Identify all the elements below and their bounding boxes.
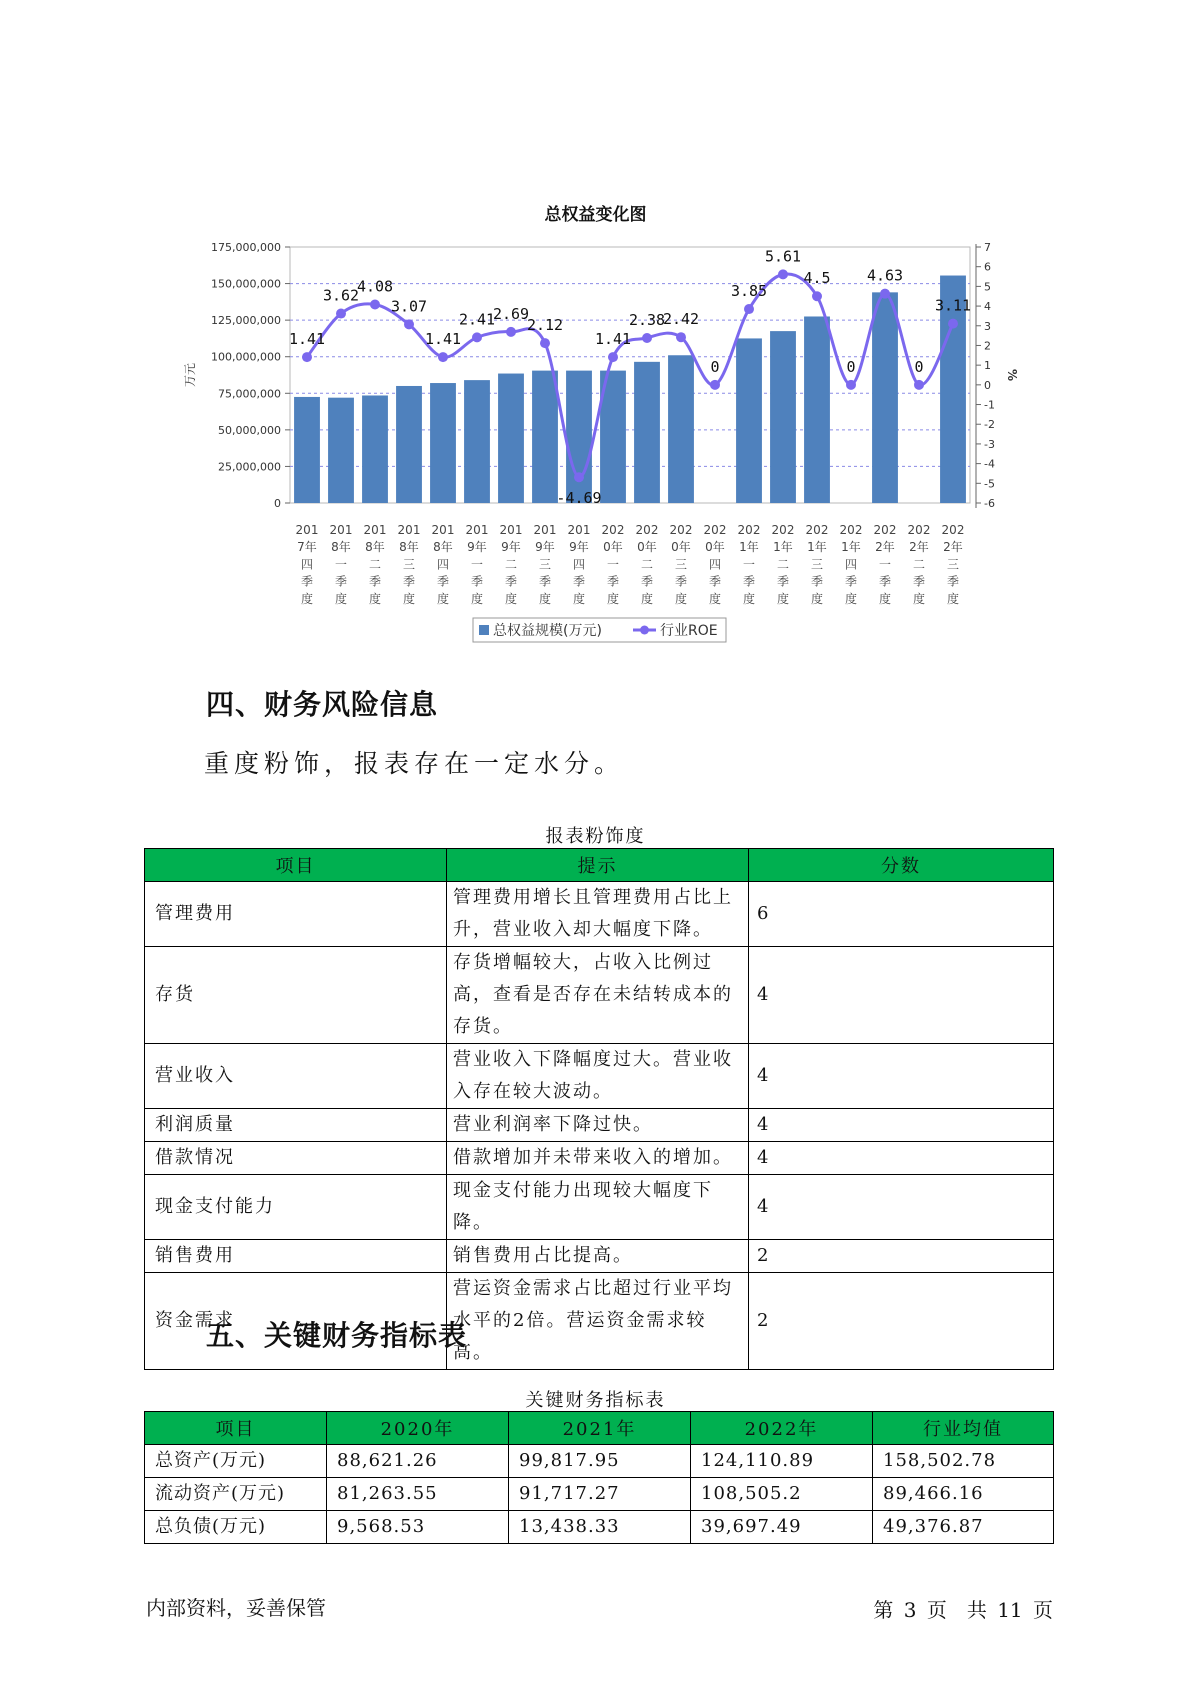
x-tick-label: 1年 bbox=[739, 540, 759, 555]
x-tick-label: 三 bbox=[402, 557, 416, 572]
bar bbox=[328, 398, 354, 503]
cell-2020: 88,621.26 bbox=[327, 1445, 509, 1478]
x-tick-label: 四 bbox=[436, 557, 450, 572]
bar bbox=[430, 383, 456, 503]
row-item: 现金支付能力 bbox=[145, 1175, 447, 1240]
x-tick-label: 202 bbox=[873, 523, 897, 537]
cell-industry-avg: 89,466.16 bbox=[873, 1478, 1054, 1511]
y-tick-label: 150,000,000 bbox=[211, 277, 281, 291]
roe-point bbox=[846, 380, 856, 390]
x-tick-label: 度 bbox=[538, 591, 552, 606]
roe-point bbox=[370, 300, 380, 310]
x-tick-label: 季 bbox=[674, 574, 688, 589]
y-tick-label: 175,000,000 bbox=[211, 241, 281, 254]
roe-data-label: -4.69 bbox=[556, 489, 602, 508]
x-tick-label: 度 bbox=[572, 591, 586, 606]
row-hint: 销售费用占比提高。 bbox=[447, 1240, 749, 1273]
x-tick-label: 度 bbox=[674, 591, 688, 606]
x-tick-label: 202 bbox=[805, 523, 829, 537]
cell-2022: 124,110.89 bbox=[691, 1445, 873, 1478]
x-tick-label: 一 bbox=[742, 557, 756, 572]
row-hint: 营业收入下降幅度过大。营业收入存在较大波动。 bbox=[447, 1044, 749, 1109]
x-tick-label: 三 bbox=[946, 557, 960, 572]
x-tick-label: 季 bbox=[402, 574, 416, 589]
bar bbox=[498, 374, 524, 503]
table-row bbox=[145, 1240, 1054, 1273]
roe-point bbox=[506, 327, 516, 337]
x-tick-label: 季 bbox=[810, 574, 824, 589]
y-tick-label: 100,000,000 bbox=[211, 350, 281, 364]
row-item: 存货 bbox=[145, 947, 447, 1044]
y2-tick-label: -1 bbox=[984, 398, 995, 412]
cell-2020: 81,263.55 bbox=[327, 1478, 509, 1511]
x-tick-label: 季 bbox=[538, 574, 552, 589]
roe-data-label: 3.07 bbox=[390, 297, 428, 316]
x-tick-label: 1年 bbox=[841, 540, 861, 555]
y2-tick-label: -4 bbox=[984, 457, 995, 471]
x-tick-label: 季 bbox=[368, 574, 382, 589]
roe-point bbox=[880, 289, 890, 299]
roe-data-label: 4.08 bbox=[356, 277, 394, 296]
x-tick-label: 四 bbox=[844, 557, 858, 572]
page-current: 3 bbox=[903, 1598, 917, 1622]
bar bbox=[566, 371, 592, 503]
roe-point bbox=[472, 332, 482, 342]
x-tick-label: 201 bbox=[329, 523, 353, 537]
header-industry-avg: 行业均值 bbox=[873, 1412, 1054, 1445]
x-tick-label: 201 bbox=[533, 523, 557, 537]
x-tick-label: 二 bbox=[640, 557, 654, 572]
legend-line-label: 行业ROE bbox=[660, 623, 718, 639]
roe-data-label: 3.85 bbox=[730, 282, 768, 301]
x-tick-label: 7年 bbox=[297, 540, 317, 555]
x-tick-label: 202 bbox=[703, 523, 727, 537]
x-tick-label: 201 bbox=[363, 523, 387, 537]
x-tick-label: 季 bbox=[300, 574, 314, 589]
roe-data-label: 4.5 bbox=[803, 269, 831, 288]
y2-tick-label: 7 bbox=[984, 241, 991, 254]
x-tick-label: 二 bbox=[504, 557, 518, 572]
x-tick-label: 季 bbox=[776, 574, 790, 589]
bar bbox=[872, 292, 898, 503]
x-tick-label: 2年 bbox=[943, 540, 963, 555]
row-item: 管理费用 bbox=[145, 882, 447, 947]
row-label: 流动资产(万元) bbox=[145, 1478, 327, 1511]
roe-point bbox=[710, 380, 720, 390]
roe-point bbox=[302, 352, 312, 362]
header-2022: 2022年 bbox=[691, 1412, 873, 1445]
roe-point bbox=[404, 319, 414, 329]
x-tick-label: 0年 bbox=[603, 540, 623, 555]
bar bbox=[634, 362, 660, 503]
roe-point bbox=[642, 333, 652, 343]
header-2021: 2021年 bbox=[509, 1412, 691, 1445]
x-tick-label: 季 bbox=[606, 574, 620, 589]
x-tick-label: 201 bbox=[295, 523, 319, 537]
table-row bbox=[145, 1142, 1054, 1175]
roe-data-label: 2.42 bbox=[662, 310, 700, 329]
x-tick-label: 度 bbox=[810, 591, 824, 606]
x-tick-label: 度 bbox=[436, 591, 450, 606]
row-score: 4 bbox=[749, 1044, 1054, 1109]
x-tick-label: 8年 bbox=[365, 540, 385, 555]
section4-paragraph: 重度粉饰，报表存在一定水分。 bbox=[204, 749, 625, 778]
x-tick-label: 201 bbox=[431, 523, 455, 537]
roe-point bbox=[914, 380, 924, 390]
x-tick-label: 9年 bbox=[501, 540, 521, 555]
x-tick-label: 季 bbox=[640, 574, 654, 589]
y2-axis-label: % bbox=[1005, 368, 1019, 382]
x-tick-label: 202 bbox=[839, 523, 863, 537]
x-tick-label: 202 bbox=[737, 523, 761, 537]
x-tick-label: 9年 bbox=[467, 540, 487, 555]
y-tick-label: 75,000,000 bbox=[218, 387, 281, 401]
y2-tick-label: 2 bbox=[984, 339, 991, 353]
x-tick-label: 季 bbox=[946, 574, 960, 589]
x-tick-label: 季 bbox=[436, 574, 450, 589]
roe-data-label: 1.41 bbox=[594, 330, 632, 349]
x-tick-label: 度 bbox=[946, 591, 960, 606]
table-row bbox=[145, 1175, 1054, 1240]
roe-point bbox=[744, 304, 754, 314]
bar bbox=[464, 380, 490, 503]
x-tick-label: 度 bbox=[470, 591, 484, 606]
x-tick-label: 度 bbox=[334, 591, 348, 606]
row-hint: 管理费用增长且管理费用占比上升，营业收入却大幅度下降。 bbox=[447, 882, 749, 947]
x-tick-label: 三 bbox=[674, 557, 688, 572]
y2-tick-label: 1 bbox=[984, 359, 991, 373]
whitewash-table-caption: 报表粉饰度 bbox=[545, 826, 646, 847]
legend-bar-label: 总权益规模(万元) bbox=[493, 623, 602, 639]
cell-2021: 91,717.27 bbox=[509, 1478, 691, 1511]
key-financial-table bbox=[144, 1411, 1054, 1544]
row-label: 总负债(万元) bbox=[145, 1511, 327, 1544]
row-hint: 营运资金需求占比超过行业平均水平的2倍。营运资金需求较高。 bbox=[447, 1273, 749, 1370]
cell-industry-avg: 158,502.78 bbox=[873, 1445, 1054, 1478]
y2-tick-label: 0 bbox=[984, 378, 991, 392]
chart-title: 总权益变化图 bbox=[544, 205, 647, 225]
x-tick-label: 0年 bbox=[671, 540, 691, 555]
roe-point bbox=[948, 319, 958, 329]
roe-data-label: 1.41 bbox=[424, 330, 462, 349]
x-tick-label: 二 bbox=[368, 557, 382, 572]
x-tick-label: 8年 bbox=[331, 540, 351, 555]
roe-point bbox=[540, 338, 550, 348]
y2-tick-label: -5 bbox=[984, 477, 995, 491]
row-score: 4 bbox=[749, 947, 1054, 1044]
cell-2021: 13,438.33 bbox=[509, 1511, 691, 1544]
row-score: 2 bbox=[749, 1273, 1054, 1370]
x-tick-label: 四 bbox=[300, 557, 314, 572]
roe-point bbox=[438, 352, 448, 362]
x-tick-label: 季 bbox=[334, 574, 348, 589]
x-tick-label: 季 bbox=[504, 574, 518, 589]
cell-industry-avg: 49,376.87 bbox=[873, 1511, 1054, 1544]
bar bbox=[362, 395, 388, 503]
bar bbox=[294, 397, 320, 503]
y2-tick-label: 5 bbox=[984, 280, 991, 294]
x-tick-label: 度 bbox=[640, 591, 654, 606]
y2-tick-label: 6 bbox=[984, 260, 991, 274]
legend-bar-swatch bbox=[479, 625, 489, 635]
y-tick-label: 0 bbox=[274, 497, 281, 510]
x-tick-label: 度 bbox=[402, 591, 416, 606]
y2-tick-label: -6 bbox=[984, 497, 995, 510]
bar bbox=[396, 386, 422, 503]
x-tick-label: 季 bbox=[912, 574, 926, 589]
roe-point bbox=[336, 309, 346, 319]
x-tick-label: 202 bbox=[635, 523, 659, 537]
header-item: 项目 bbox=[145, 849, 447, 882]
table-row bbox=[145, 1445, 1054, 1478]
bar bbox=[770, 331, 796, 503]
row-item: 利润质量 bbox=[145, 1109, 447, 1142]
x-tick-label: 一 bbox=[878, 557, 892, 572]
page-suffix: 页 bbox=[1033, 1598, 1053, 1622]
row-score: 6 bbox=[749, 882, 1054, 947]
x-tick-label: 季 bbox=[878, 574, 892, 589]
bar bbox=[736, 338, 762, 503]
x-tick-label: 8年 bbox=[433, 540, 453, 555]
x-tick-label: 季 bbox=[708, 574, 722, 589]
table-row bbox=[145, 1478, 1054, 1511]
header-2020: 2020年 bbox=[327, 1412, 509, 1445]
roe-data-label: 2.12 bbox=[526, 316, 564, 335]
roe-point bbox=[676, 332, 686, 342]
roe-point bbox=[608, 352, 618, 362]
footer-page-number bbox=[873, 1594, 1053, 1623]
y-axis-label: 万元 bbox=[183, 362, 197, 388]
x-tick-label: 202 bbox=[669, 523, 693, 537]
x-tick-label: 度 bbox=[606, 591, 620, 606]
x-tick-label: 季 bbox=[572, 574, 586, 589]
row-score: 2 bbox=[749, 1240, 1054, 1273]
row-item: 资金需求 bbox=[145, 1273, 447, 1370]
table-row bbox=[145, 1044, 1054, 1109]
table-row bbox=[145, 1109, 1054, 1142]
x-tick-label: 四 bbox=[572, 557, 586, 572]
x-tick-label: 度 bbox=[708, 591, 722, 606]
row-hint: 借款增加并未带来收入的增加。 bbox=[447, 1142, 749, 1175]
cell-2022: 39,697.49 bbox=[691, 1511, 873, 1544]
x-tick-label: 二 bbox=[776, 557, 790, 572]
roe-data-label: 2.41 bbox=[458, 310, 496, 329]
x-tick-label: 201 bbox=[567, 523, 591, 537]
equity-chart bbox=[0, 0, 1191, 680]
bar bbox=[668, 355, 694, 503]
row-score: 4 bbox=[749, 1142, 1054, 1175]
x-tick-label: 202 bbox=[771, 523, 795, 537]
roe-data-label: 4.63 bbox=[866, 266, 904, 285]
x-tick-label: 1年 bbox=[773, 540, 793, 555]
page-total: 11 bbox=[997, 1598, 1023, 1622]
x-tick-label: 度 bbox=[912, 591, 926, 606]
x-tick-label: 二 bbox=[912, 557, 926, 572]
cell-2021: 99,817.95 bbox=[509, 1445, 691, 1478]
x-tick-label: 度 bbox=[368, 591, 382, 606]
row-item: 借款情况 bbox=[145, 1142, 447, 1175]
x-tick-label: 一 bbox=[334, 557, 348, 572]
row-score: 4 bbox=[749, 1175, 1054, 1240]
row-score: 4 bbox=[749, 1109, 1054, 1142]
x-tick-label: 度 bbox=[504, 591, 518, 606]
row-hint: 营业利润率下降过快。 bbox=[447, 1109, 749, 1142]
x-tick-label: 度 bbox=[300, 591, 314, 606]
section4-heading: 四、财务风险信息 bbox=[206, 688, 439, 721]
x-tick-label: 8年 bbox=[399, 540, 419, 555]
x-tick-label: 一 bbox=[470, 557, 484, 572]
row-item: 销售费用 bbox=[145, 1240, 447, 1273]
header-hint: 提示 bbox=[447, 849, 749, 882]
x-tick-label: 季 bbox=[470, 574, 484, 589]
footer-confidential: 内部资料，妥善保管 bbox=[146, 1596, 326, 1620]
x-tick-label: 三 bbox=[810, 557, 824, 572]
roe-data-label: 5.61 bbox=[764, 247, 802, 266]
row-item: 营业收入 bbox=[145, 1044, 447, 1109]
table-row bbox=[145, 1511, 1054, 1544]
bar bbox=[532, 371, 558, 503]
x-tick-label: 度 bbox=[878, 591, 892, 606]
roe-data-label: 2.38 bbox=[628, 310, 666, 329]
cell-2022: 108,505.2 bbox=[691, 1478, 873, 1511]
page-prefix: 第 bbox=[873, 1598, 894, 1622]
x-tick-label: 9年 bbox=[535, 540, 555, 555]
roe-point bbox=[812, 291, 822, 301]
header-score: 分数 bbox=[749, 849, 1054, 882]
x-tick-label: 四 bbox=[708, 557, 722, 572]
x-tick-label: 201 bbox=[465, 523, 489, 537]
roe-data-label: 3.62 bbox=[322, 286, 360, 305]
x-tick-label: 201 bbox=[397, 523, 421, 537]
roe-point bbox=[574, 472, 584, 482]
x-tick-label: 三 bbox=[538, 557, 552, 572]
x-tick-label: 9年 bbox=[569, 540, 589, 555]
key-financial-table-caption: 关键财务指标表 bbox=[525, 1390, 666, 1411]
x-tick-label: 度 bbox=[844, 591, 858, 606]
x-tick-label: 202 bbox=[601, 523, 625, 537]
roe-data-label: 0 bbox=[914, 357, 924, 376]
roe-data-label: 0 bbox=[710, 357, 720, 376]
y2-tick-label: 3 bbox=[984, 319, 991, 333]
roe-data-label: 1.41 bbox=[288, 330, 326, 349]
bar bbox=[804, 316, 830, 503]
legend-line-marker bbox=[640, 626, 649, 635]
y-tick-label: 25,000,000 bbox=[218, 460, 281, 474]
row-hint: 现金支付能力出现较大幅度下降。 bbox=[447, 1175, 749, 1240]
section5-heading: 五、关键财务指标表 bbox=[206, 1319, 468, 1352]
y2-tick-label: -3 bbox=[984, 437, 995, 451]
row-hint: 存货增幅较大，占收入比例过高，查看是否存在未结转成本的存货。 bbox=[447, 947, 749, 1044]
page-mid: 页 共 bbox=[926, 1598, 987, 1622]
table-row bbox=[145, 882, 1054, 947]
x-tick-label: 一 bbox=[606, 557, 620, 572]
x-tick-label: 202 bbox=[941, 523, 965, 537]
header-item: 项目 bbox=[145, 1412, 327, 1445]
y-tick-label: 125,000,000 bbox=[211, 314, 281, 328]
roe-point bbox=[778, 269, 788, 279]
x-tick-label: 201 bbox=[499, 523, 523, 537]
x-tick-label: 0年 bbox=[637, 540, 657, 555]
row-label: 总资产(万元) bbox=[145, 1445, 327, 1478]
roe-data-label: 2.69 bbox=[492, 304, 530, 323]
roe-data-label: 3.11 bbox=[934, 296, 972, 315]
x-tick-label: 202 bbox=[907, 523, 931, 537]
table-row bbox=[145, 947, 1054, 1044]
x-tick-label: 1年 bbox=[807, 540, 827, 555]
x-tick-label: 度 bbox=[742, 591, 756, 606]
x-tick-label: 度 bbox=[776, 591, 790, 606]
cell-2020: 9,568.53 bbox=[327, 1511, 509, 1544]
roe-data-label: 0 bbox=[846, 357, 856, 376]
y2-tick-label: 4 bbox=[984, 300, 991, 314]
x-tick-label: 2年 bbox=[875, 540, 895, 555]
x-tick-label: 季 bbox=[844, 574, 858, 589]
x-tick-label: 季 bbox=[742, 574, 756, 589]
y2-tick-label: -2 bbox=[984, 418, 995, 432]
y-tick-label: 50,000,000 bbox=[218, 423, 281, 437]
x-tick-label: 0年 bbox=[705, 540, 725, 555]
x-tick-label: 2年 bbox=[909, 540, 929, 555]
whitewash-table bbox=[144, 848, 1054, 1370]
